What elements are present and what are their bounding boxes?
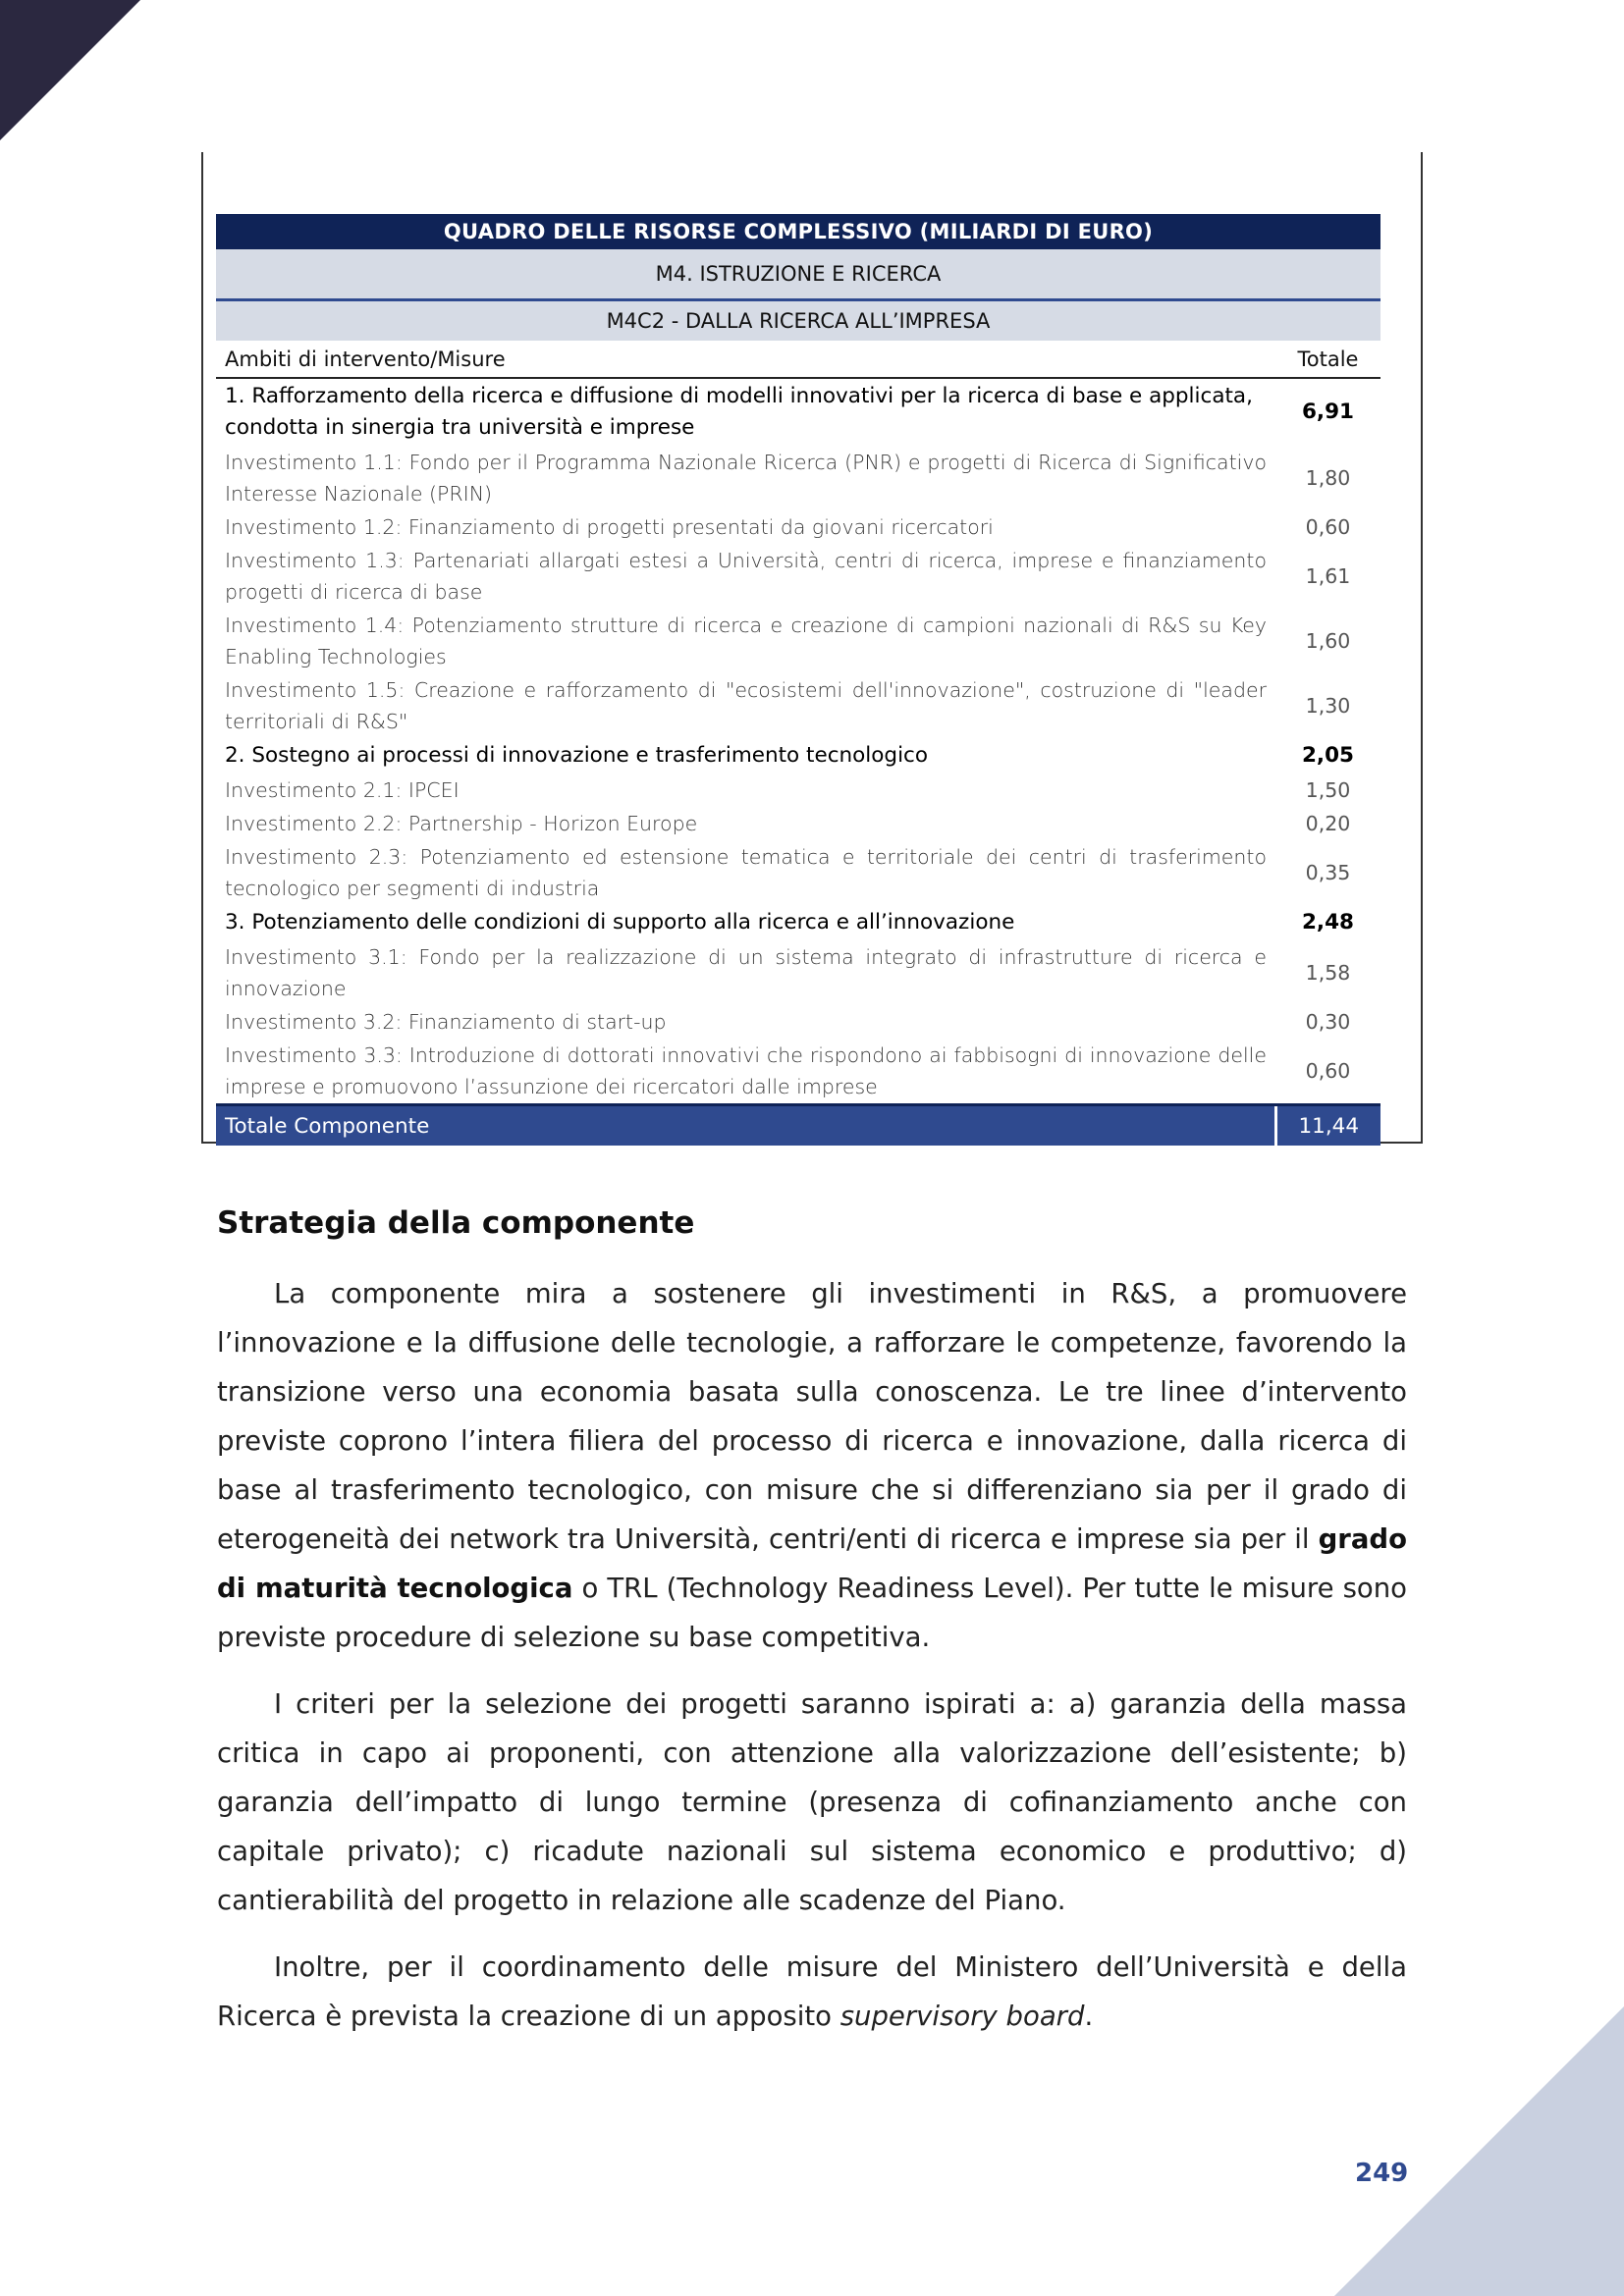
measure-label: Investimento 2.2: Partnership - Horizon Europe bbox=[225, 812, 698, 835]
measure-label: Investimento 2.1: IPCEI bbox=[225, 778, 460, 802]
measure-value: 1,61 bbox=[1305, 564, 1351, 588]
paragraph-2: I criteri per la selezione dei progetti saranno ispirati a: a) garanzia della massa critica in capo ai proponenti, con attenzione alla valorizzazione dell’esistente; b) garanzia dell’impatto di lungo termine (presenza di cofinanziamento anche con capitale privato); c) ricadute nazionali sul sistema economico e produttivo; d) cantierabilità del progetto in relazione alle scadenze del Piano. bbox=[217, 1688, 1407, 1916]
paragraph-1-emphasis: grado di maturità tecnologica bbox=[217, 1523, 1407, 1604]
measure-label: Investimento 3.3: Introduzione di dottorati innovativi che rispondono ai fabbisogni di innovazione delle imprese e promuovono l’assunzione dei ricercatori dalle imprese bbox=[225, 1043, 1267, 1098]
measure-label: Investimento 3.2: Finanziamento di start-up bbox=[225, 1010, 667, 1034]
paragraph-1-text-a: La componente mira a sostenere gli investimenti in R&S, a promuovere l’innovazione e la diffusione delle tecnologie, a rafforzare le competenze, favorendo la transizione verso una economia basata sulla conoscenza. Le tre linee d’intervento previste coprono l’intera filiera del processo di ricerca e innovazione, dalla ricerca di base al trasferimento tecnologico, con misure che si differenziano sia per il grado di eterogeneità dei network tra Università, centri/enti di ricerca e imprese sia per il bbox=[217, 1278, 1407, 1555]
table-title: QUADRO DELLE RISORSE COMPLESSIVO (MILIARDI DI EURO) bbox=[216, 214, 1380, 249]
measure-value: 1,80 bbox=[1305, 466, 1351, 490]
measure-value: 1,60 bbox=[1305, 629, 1351, 653]
paragraph-1-text-b: o TRL (Technology Readiness Level). Per tutte le misure sono previste procedure di selezione su base competitiva. bbox=[217, 1573, 1407, 1653]
measure-label: Investimento 1.2: Finanziamento di progetti presentati da giovani ricercatori bbox=[225, 515, 994, 539]
group-value: 2,05 bbox=[1301, 743, 1355, 768]
total-label: Totale Componente bbox=[216, 1105, 1275, 1147]
group-label: 2. Sostegno ai processi di innovazione e trasferimento tecnologico bbox=[225, 743, 929, 768]
paragraph-3-text-b: . bbox=[1084, 2001, 1094, 2032]
table-row bbox=[216, 446, 1380, 510]
table-row bbox=[216, 544, 1380, 609]
measure-value: 0,30 bbox=[1305, 1010, 1351, 1034]
measure-label: Investimento 1.5: Creazione e rafforzamento di "ecosistemi dell'innovazione", costruzione di "leader territoriali di R&S" bbox=[225, 678, 1267, 733]
corner-decoration-top bbox=[0, 0, 140, 140]
measure-value: 1,50 bbox=[1305, 778, 1351, 802]
group-value: 6,91 bbox=[1301, 400, 1355, 424]
measure-label: Investimento 3.1: Fondo per la realizzazione di un sistema integrato di infrastrutture di ricerca e innovazione bbox=[225, 945, 1267, 1000]
measure-value: 1,58 bbox=[1305, 961, 1351, 985]
table-group-row bbox=[216, 738, 1380, 774]
resources-table bbox=[216, 214, 1380, 1146]
measure-value: 0,60 bbox=[1305, 1059, 1351, 1083]
total-row bbox=[216, 1105, 1380, 1147]
column-header-measures: Ambiti di intervento/Misure bbox=[216, 341, 1275, 378]
paragraph-3-text-a: Inoltre, per il coordinamento delle misure del Ministero dell’Università e della Ricerca è prevista la creazione di un apposito bbox=[217, 1951, 1407, 2032]
paragraph-1 bbox=[217, 1269, 1407, 1662]
table-row bbox=[216, 807, 1380, 840]
page-number: 249 bbox=[1355, 2159, 1409, 2188]
table-row bbox=[216, 1005, 1380, 1039]
total-value: 11,44 bbox=[1275, 1105, 1380, 1147]
paragraph-3 bbox=[217, 1943, 1407, 2041]
table-mission: M4. ISTRUZIONE E RICERCA bbox=[216, 249, 1380, 300]
table-row bbox=[216, 774, 1380, 807]
group-label: 1. Rafforzamento della ricerca e diffusione di modelli innovativi per la ricerca di base e applicata, condotta in sinergia tra università e imprese bbox=[225, 384, 1253, 440]
table-row bbox=[216, 940, 1380, 1005]
measure-label: Investimento 1.4: Potenziamento strutture di ricerca e creazione di campioni nazionali di R&S su Key Enabling Technologies bbox=[225, 614, 1267, 668]
table-group-row bbox=[216, 378, 1380, 446]
group-label: 3. Potenziamento delle condizioni di supporto alla ricerca e all’innovazione bbox=[225, 910, 1015, 934]
table-row bbox=[216, 840, 1380, 905]
table-row bbox=[216, 673, 1380, 738]
measure-value: 1,30 bbox=[1305, 694, 1351, 718]
table-component: M4C2 - DALLA RICERCA ALL’IMPRESA bbox=[216, 300, 1380, 342]
measure-label: Investimento 1.1: Fondo per il Programma Nazionale Ricerca (PNR) e progetti di Ricerca di Significativo Interesse Nazionale (PRIN) bbox=[225, 451, 1267, 506]
group-value: 2,48 bbox=[1301, 910, 1355, 934]
column-header-total: Totale bbox=[1275, 341, 1380, 378]
table-row bbox=[216, 609, 1380, 673]
section-title: Strategia della componente bbox=[217, 1205, 695, 1241]
table-row bbox=[216, 510, 1380, 544]
measure-value: 0,60 bbox=[1305, 515, 1351, 539]
body-text bbox=[217, 1269, 1407, 2058]
paragraph-3-italic: supervisory board bbox=[839, 2001, 1085, 2032]
measure-label: Investimento 2.3: Potenziamento ed estensione tematica e territoriale dei centri di trasferimento tecnologico per segmenti di industria bbox=[225, 845, 1267, 900]
measure-value: 0,20 bbox=[1305, 812, 1351, 835]
table-row bbox=[216, 1039, 1380, 1105]
measure-value: 0,35 bbox=[1305, 861, 1351, 884]
measure-label: Investimento 1.3: Partenariati allargati estesi a Università, centri di ricerca, imprese e finanziamento progetti di ricerca di base bbox=[225, 549, 1267, 604]
table-group-row bbox=[216, 905, 1380, 940]
